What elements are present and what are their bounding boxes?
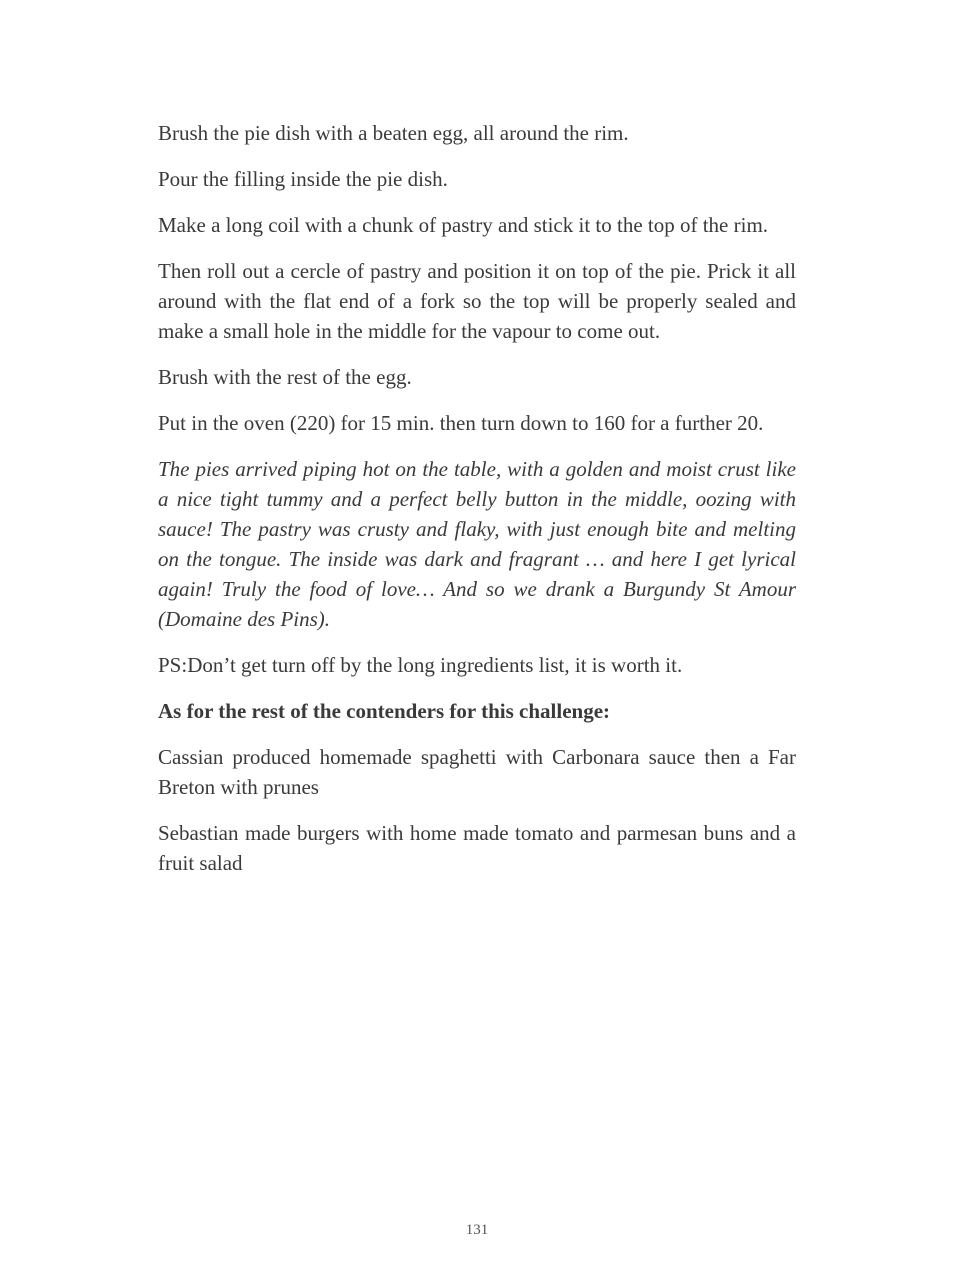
paragraph-pour-filling: Pour the filling inside the pie dish. — [158, 167, 448, 191]
paragraph-sebastian: Sebastian made burgers with home made tomato and parmesan buns and a fruit salad — [158, 821, 796, 875]
paragraph-tasting-notes: The pies arrived piping hot on the table, with a golden and moist crust like a nice tight tummy and a perfect belly button in the middle, oozing with sauce! The pastry was crusty and flaky, with just enough bite and melting on the tongue. The inside was dark and fragrant … and here I get lyrical again! Truly the food of love… And so we drank a Burgundy St Amour (Domaine des Pins). — [158, 457, 796, 631]
body-text — [158, 118, 796, 894]
paragraph-oven: Put in the oven (220) for 15 min. then turn down to 160 for a further 20. — [158, 411, 764, 435]
paragraph-cassian: Cassian produced homemade spaghetti with Carbonara sauce then a Far Breton with prunes — [158, 745, 796, 799]
paragraph-brush-dish: Brush the pie dish with a beaten egg, all around the rim. — [158, 121, 629, 145]
section-heading-contenders: As for the rest of the contenders for this challenge: — [158, 699, 611, 723]
page-number: 131 — [465, 1222, 489, 1238]
paragraph-pastry-coil: Make a long coil with a chunk of pastry and stick it to the top of the rim. — [158, 213, 769, 237]
paragraph-brush-egg: Brush with the rest of the egg. — [158, 365, 412, 389]
paragraph-roll-out: Then roll out a cercle of pastry and position it on top of the pie. Prick it all around with the flat end of a fork so the top will be properly sealed and make a small hole in the middle for the vapour to come out. — [158, 259, 796, 343]
paragraph-ps-note: PS:Don’t get turn off by the long ingredients list, it is worth it. — [158, 653, 683, 677]
